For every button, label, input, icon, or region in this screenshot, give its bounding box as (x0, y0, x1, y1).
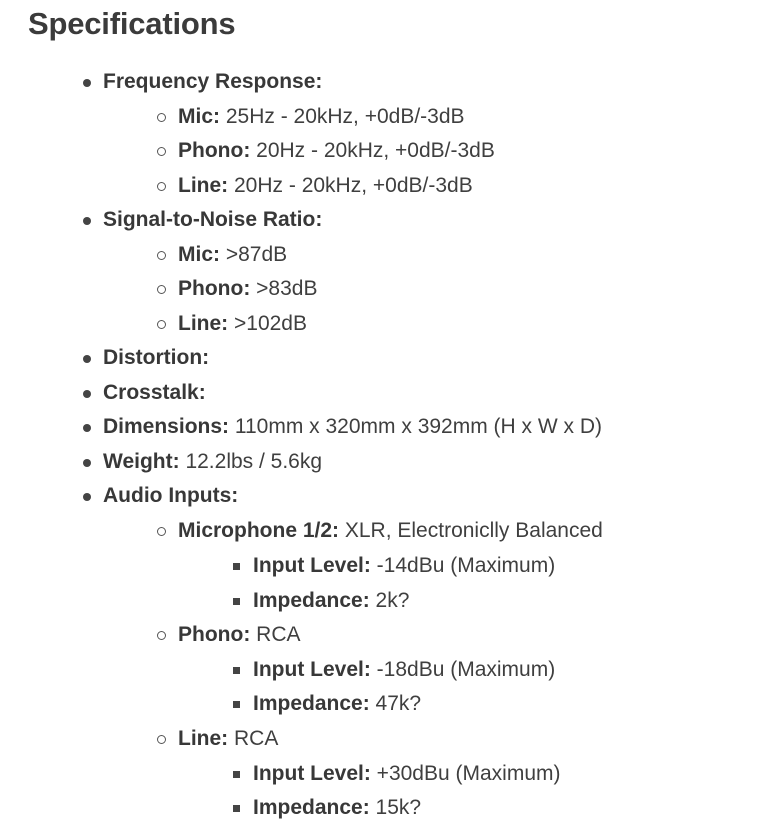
spec-item (103, 65, 322, 99)
spec-value: 47k? (369, 692, 422, 715)
spec-label: Audio Inputs: (103, 484, 239, 507)
spec-subitem (178, 307, 307, 341)
spec-label: Mic: (178, 243, 220, 266)
square-bullet-icon (233, 771, 240, 778)
spec-subitem (178, 134, 495, 168)
spec-subitem (178, 514, 603, 548)
spec-subitem (178, 238, 287, 272)
disc-bullet-icon (83, 493, 91, 501)
disc-bullet-icon (83, 390, 91, 398)
spec-item (103, 376, 206, 410)
spec-subitem (178, 169, 473, 203)
circle-bullet-icon (157, 735, 166, 744)
spec-label: Crosstalk: (103, 381, 206, 404)
spec-value: 15k? (369, 796, 422, 819)
spec-item (103, 479, 238, 513)
spec-item (103, 203, 322, 237)
disc-bullet-icon (83, 424, 91, 432)
circle-bullet-icon (157, 527, 166, 536)
circle-bullet-icon (157, 113, 166, 122)
circle-bullet-icon (157, 147, 166, 156)
spec-item (103, 445, 322, 479)
spec-value: >102dB (228, 312, 307, 335)
spec-subsubitem (253, 791, 421, 825)
spec-label: Signal-to-Noise Ratio: (103, 208, 323, 231)
spec-value: 12.2lbs / 5.6kg (179, 450, 323, 473)
spec-label: Line: (178, 312, 229, 335)
spec-label: Distortion: (103, 346, 210, 369)
spec-label: Dimensions: (103, 415, 230, 438)
spec-subitem (178, 100, 465, 134)
spec-subsubitem (253, 653, 555, 687)
spec-subitem (178, 618, 301, 652)
spec-subsubitem (253, 549, 555, 583)
spec-subitem (178, 272, 317, 306)
square-bullet-icon (233, 563, 240, 570)
spec-value: -14dBu (Maximum) (370, 554, 556, 577)
spec-label: Line: (178, 727, 229, 750)
spec-label: Impedance: (253, 692, 370, 715)
spec-label: Phono: (178, 623, 251, 646)
spec-value: RCA (250, 623, 301, 646)
spec-label: Frequency Response: (103, 70, 323, 93)
spec-subsubitem (253, 757, 561, 791)
spec-label: Line: (178, 174, 229, 197)
spec-value: 20Hz - 20kHz, +0dB/-3dB (250, 139, 495, 162)
spec-value: 20Hz - 20kHz, +0dB/-3dB (228, 174, 473, 197)
circle-bullet-icon (157, 182, 166, 191)
spec-label: Impedance: (253, 589, 370, 612)
disc-bullet-icon (83, 79, 91, 87)
spec-label: Input Level: (253, 658, 371, 681)
spec-label: Input Level: (253, 762, 371, 785)
spec-value: -18dBu (Maximum) (370, 658, 556, 681)
square-bullet-icon (233, 805, 240, 812)
disc-bullet-icon (83, 217, 91, 225)
spec-label: Mic: (178, 105, 220, 128)
spec-label: Impedance: (253, 796, 370, 819)
circle-bullet-icon (157, 320, 166, 329)
spec-label: Phono: (178, 139, 251, 162)
spec-value: +30dBu (Maximum) (370, 762, 561, 785)
spec-value: >87dB (220, 243, 288, 266)
spec-item (103, 341, 209, 375)
spec-label: Phono: (178, 277, 251, 300)
disc-bullet-icon (83, 459, 91, 467)
spec-value: 2k? (369, 589, 410, 612)
square-bullet-icon (233, 667, 240, 674)
spec-subsubitem (253, 584, 409, 618)
spec-value: RCA (228, 727, 279, 750)
circle-bullet-icon (157, 285, 166, 294)
square-bullet-icon (233, 701, 240, 708)
spec-label: Weight: (103, 450, 180, 473)
spec-item (103, 410, 602, 444)
spec-subsubitem (253, 687, 421, 721)
spec-label: Microphone 1/2: (178, 519, 340, 542)
spec-value: XLR, Electroniclly Balanced (339, 519, 603, 542)
spec-subitem (178, 722, 278, 756)
circle-bullet-icon (157, 251, 166, 260)
spec-value: 110mm x 320mm x 392mm (H x W x D) (229, 415, 603, 438)
spec-value: >83dB (250, 277, 318, 300)
circle-bullet-icon (157, 631, 166, 640)
spec-label: Input Level: (253, 554, 371, 577)
square-bullet-icon (233, 598, 240, 605)
disc-bullet-icon (83, 355, 91, 363)
spec-value: 25Hz - 20kHz, +0dB/-3dB (220, 105, 465, 128)
page-title: Specifications (28, 6, 236, 41)
